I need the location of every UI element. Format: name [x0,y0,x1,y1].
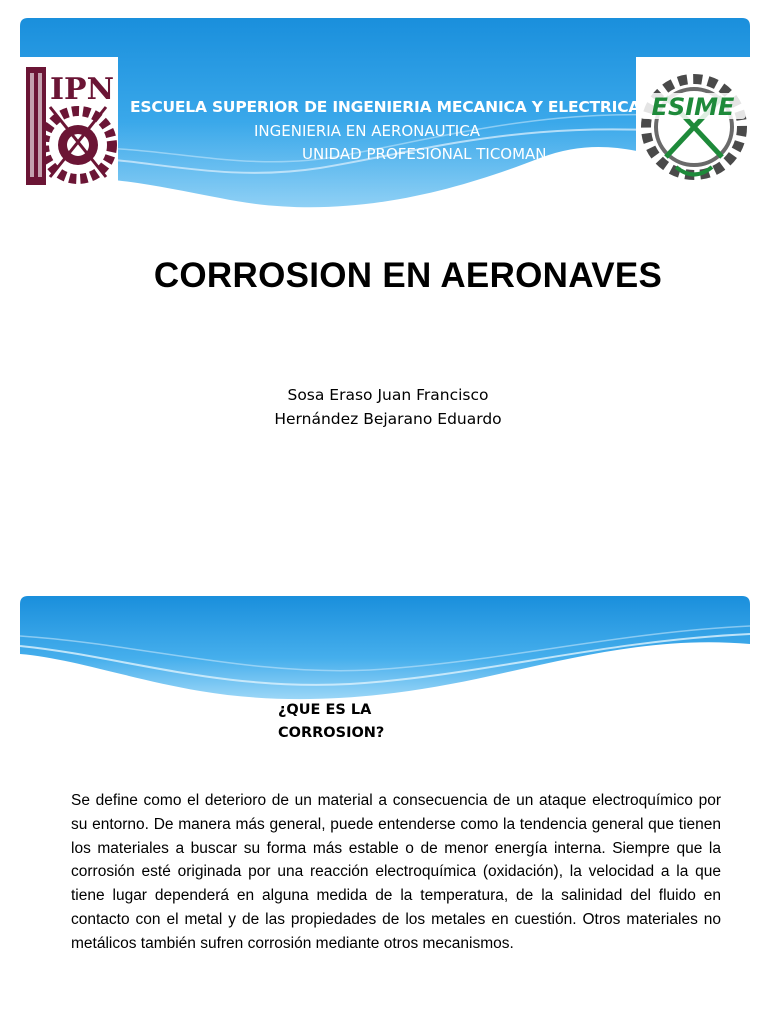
header-banner [20,596,750,706]
presentation-title: CORROSION EN AERONAVES [153,256,663,295]
svg-text:ESIME: ESIME [651,93,735,121]
definition-paragraph: Se define como el deterioro de un material a consecuencia de un ataque electroquímico por su entorno. De manera más general, puede entenderse como la tendencia general que tienen los materiales a buscar su forma más estable o de menor energía interna. Siempre que la corrosión esté originada por una reacción electroquímica (oxidación), la velocidad a la que tiene lugar dependerá en alguna medida de la temperatura, de la salinidad del fluido en contacto con el metal y de las propiedades de los metales en cuestión. Otros materiales no metálicos también sufren corrosión mediante otros mecanismos. [71,792,721,952]
ipn-logo [20,57,118,197]
program-name: INGENIERIA EN AERONAUTICA [254,122,480,140]
school-name: ESCUELA SUPERIOR DE INGENIERIA MECANICA Y ELECTRICA [130,98,641,116]
author-name: Sosa Eraso Juan Francisco [287,386,489,404]
author-name: Hernández Bejarano Eduardo [274,410,502,428]
content-slide [0,590,768,1024]
svg-text:IPN: IPN [50,72,115,107]
unit-name: UNIDAD PROFESIONAL TICOMAN [302,145,547,163]
esime-logo [636,57,750,197]
section-heading: ¿QUE ES LA CORROSION? [278,702,385,741]
